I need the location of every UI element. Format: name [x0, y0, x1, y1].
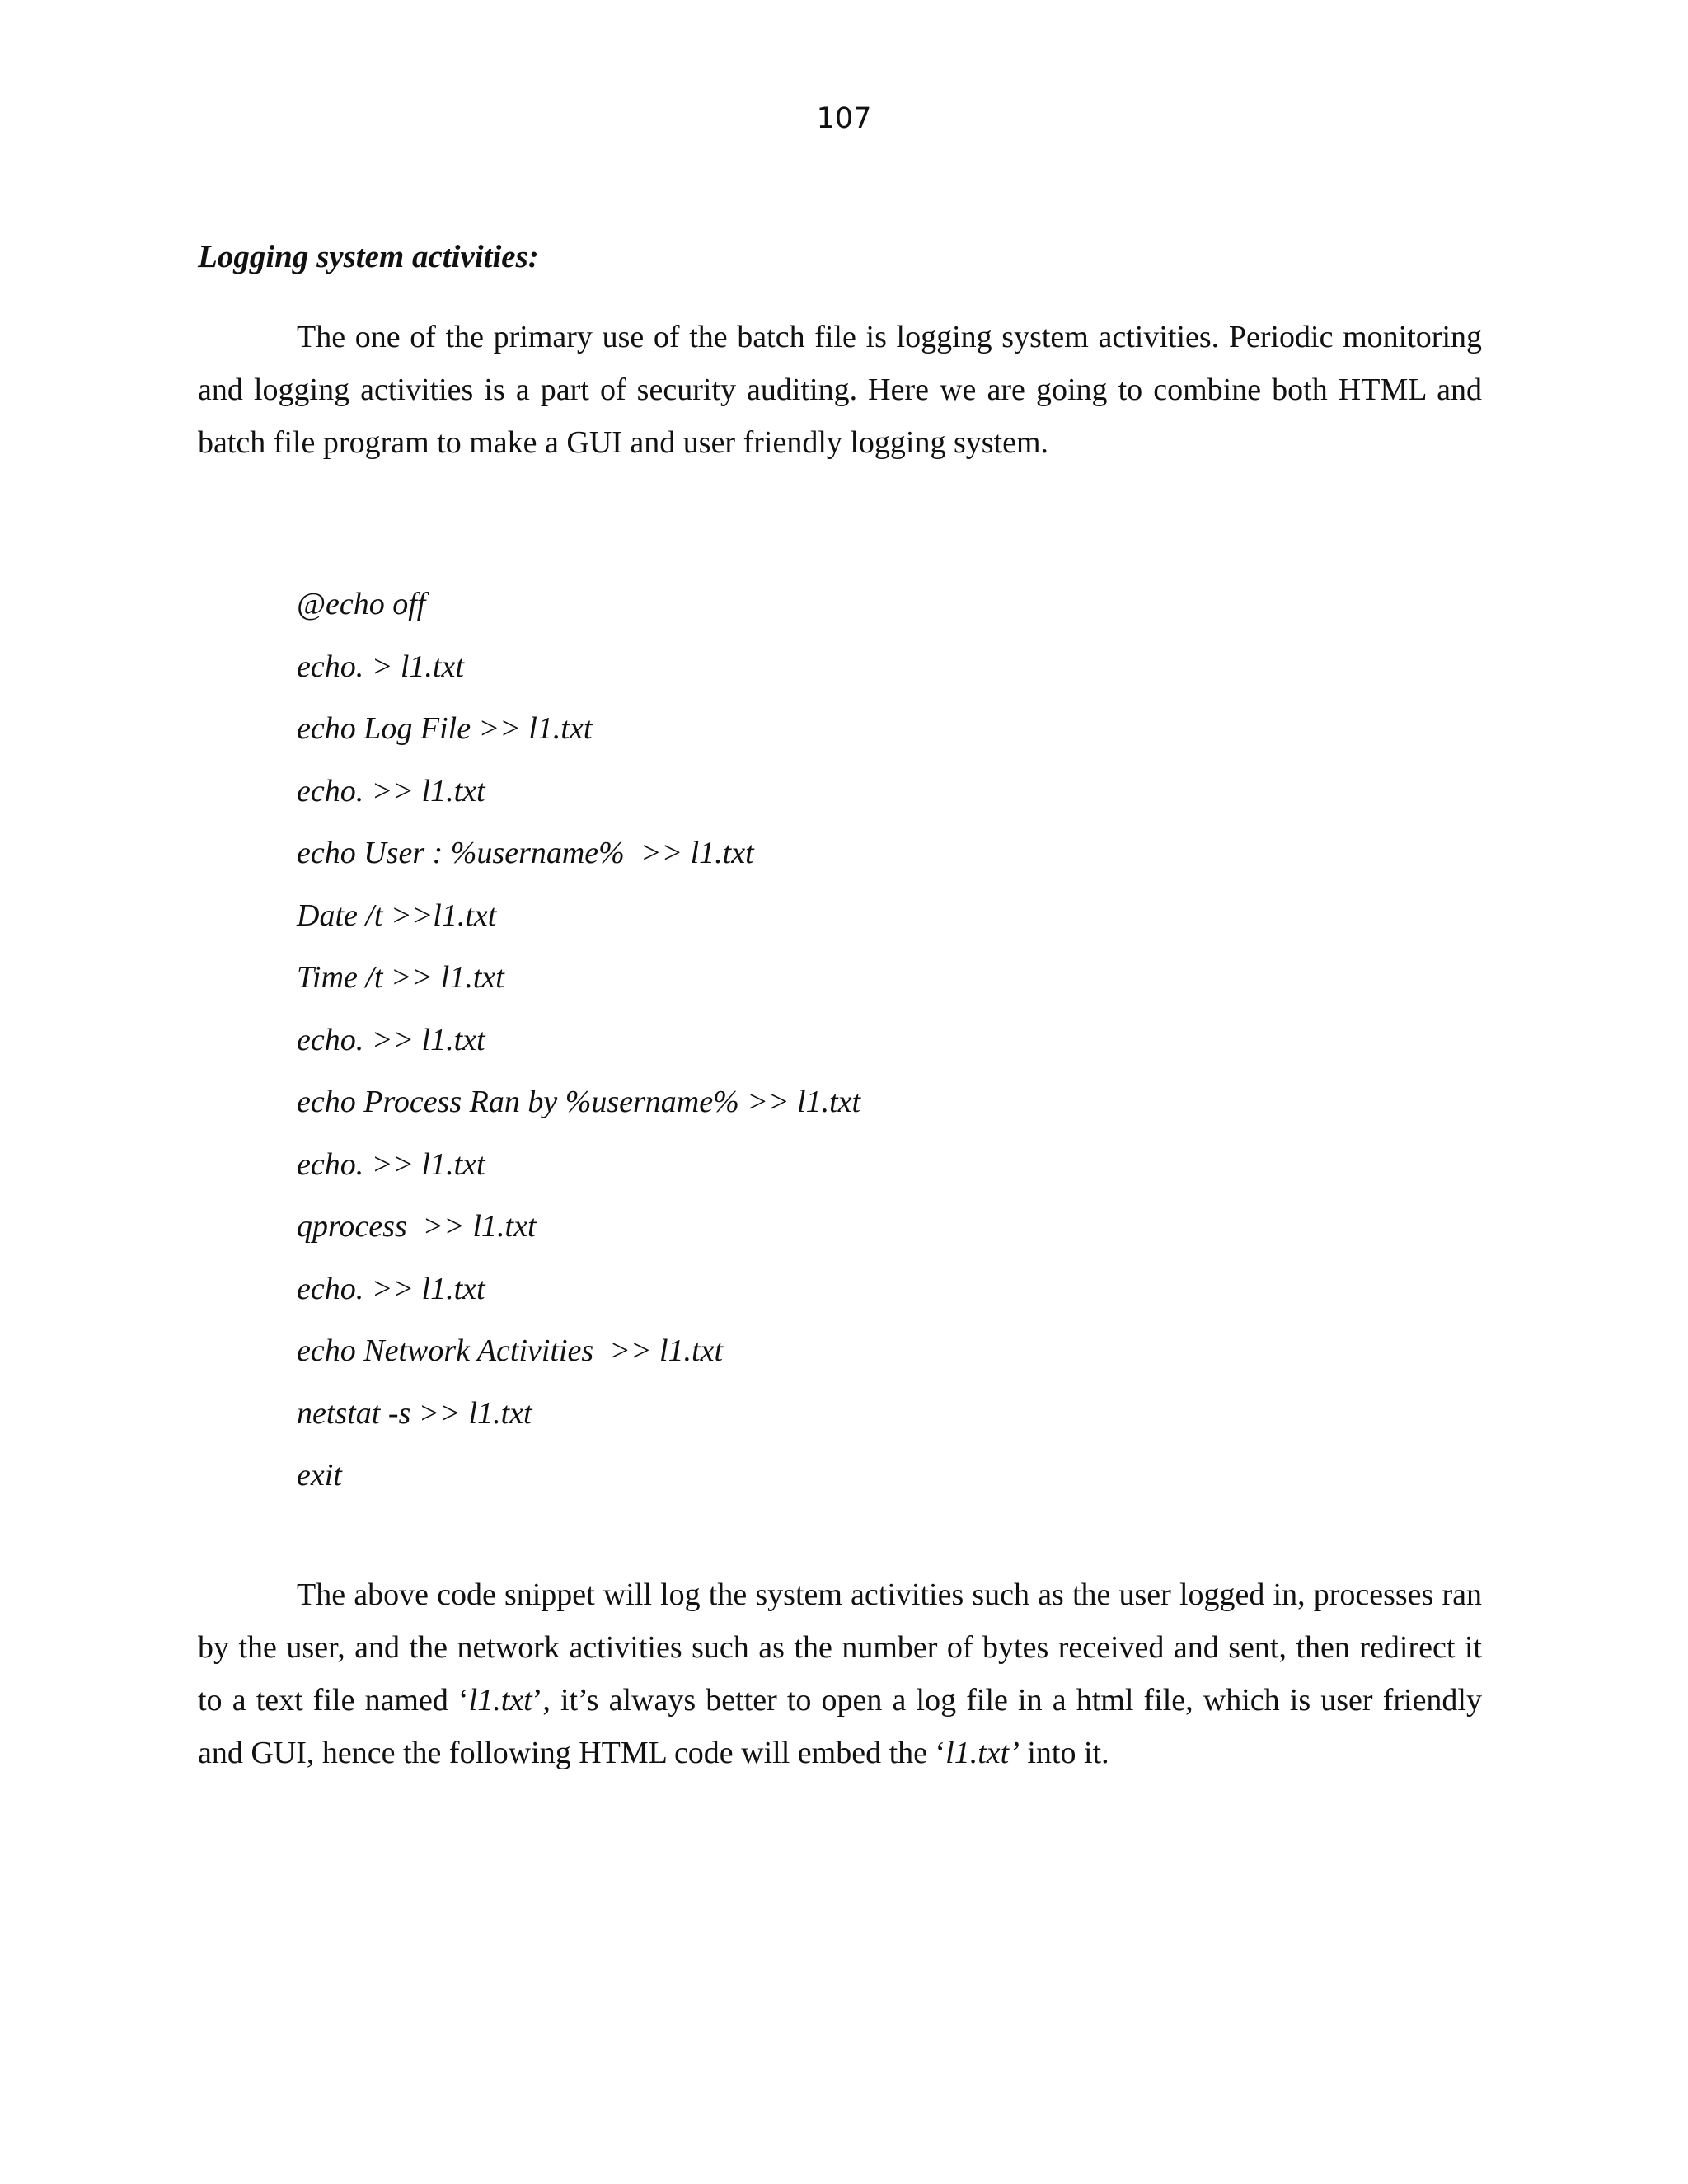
explanation-text-part2: ’, it’s always better to open a log file in a html file, which is user friendly and GUI, hence the following HTML code will embed the ‘: [198, 1683, 1482, 1770]
code-line: echo User : %username% >> l1.txt: [297, 836, 754, 870]
code-line: netstat -s >> l1.txt: [297, 1395, 532, 1431]
code-line: exit: [297, 1458, 342, 1493]
code-line: echo Network Activities >> l1.txt: [297, 1333, 724, 1368]
batch-code-block: [297, 574, 860, 1507]
page-number: 107: [816, 102, 872, 135]
explanation-text-part1: The above code snippet will log the system activities such as the user logged in, processes ran by the user, and the network activities such as the number of bytes received and sent, then redirect it to a text file named ‘: [198, 1577, 1482, 1718]
explanation-text-part3: into it.: [1019, 1736, 1109, 1770]
intro-paragraph-text: The one of the primary use of the batch file is logging system activities. Periodic monitoring and logging activities is a part of security auditing. Here we are going to combine both HTML and batch file program to make a GUI and user friendly logging system.: [198, 320, 1482, 460]
code-line: echo. >> l1.txt: [297, 1022, 485, 1057]
code-line: Date /t >>l1.txt: [297, 898, 497, 933]
intro-paragraph: [198, 311, 1482, 469]
filename-l1-txt: l1.txt: [468, 1683, 532, 1718]
code-line: @echo off: [297, 587, 426, 621]
code-line: echo Log File >> l1.txt: [297, 711, 593, 746]
code-line: echo. > l1.txt: [297, 649, 464, 684]
filename-l1-txt: l1.txt’: [945, 1736, 1020, 1770]
code-line: Time /t >> l1.txt: [297, 960, 504, 995]
explanation-paragraph: [198, 1568, 1482, 1779]
code-line: echo. >> l1.txt: [297, 1271, 485, 1306]
code-line: echo. >> l1.txt: [297, 773, 485, 808]
section-heading: Logging system activities:: [198, 239, 539, 274]
code-line: echo. >> l1.txt: [297, 1146, 485, 1182]
code-line: echo Process Ran by %username% >> l1.txt: [297, 1085, 861, 1119]
code-line: qprocess >> l1.txt: [297, 1209, 537, 1244]
